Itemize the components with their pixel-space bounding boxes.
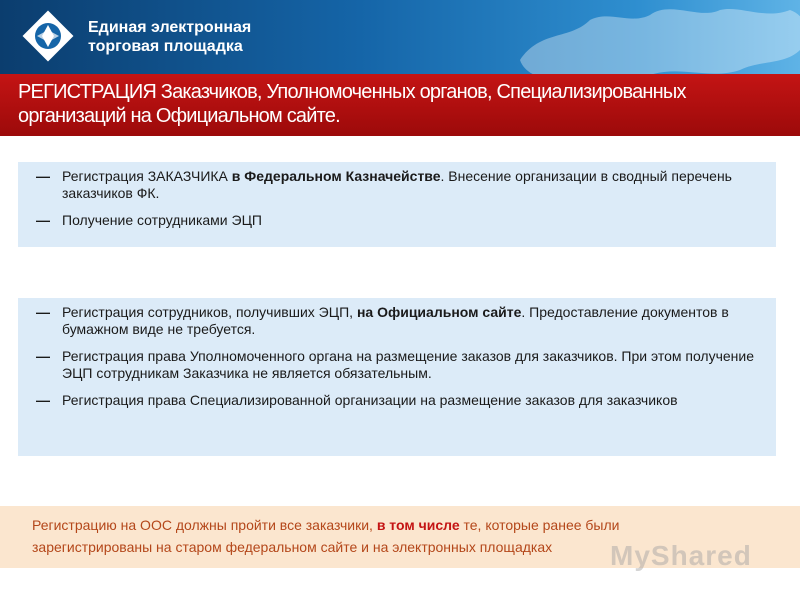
site-header (0, 0, 800, 74)
dash-bullet: — (36, 348, 50, 364)
item-text-tail: . Предоставление документов в бумажном виде не требуется. (62, 304, 729, 337)
note-bold-text: в том числе (376, 517, 460, 533)
list-item (36, 392, 758, 409)
item-text: Получение сотрудниками ЭЦП (62, 212, 262, 228)
item-text-tail: . Внесение организации в сводный перечень заказчиков ФК. (62, 168, 732, 201)
dash-bullet: — (36, 392, 50, 408)
slide-title (18, 80, 788, 128)
etp-logo-icon (18, 10, 78, 66)
brand-line-2: торговая площадка (88, 38, 243, 55)
info-box-treasury (18, 162, 776, 247)
brand-name (88, 18, 251, 56)
brand-line-1: Единая электронная (88, 19, 252, 36)
dash-bullet: — (36, 304, 50, 320)
watermark-logo: MyShared (610, 540, 752, 571)
note-text-start: Регистрацию на ООС должны пройти все заказчики, (32, 517, 377, 533)
title-banner (0, 74, 800, 136)
map-of-russia-icon (500, 0, 800, 74)
item-text: Регистрация права Специализированной организации на размещение заказов для заказчиков (62, 392, 678, 408)
item-bold-text: на Официальном сайте (356, 304, 522, 320)
item-bold-text: в Федеральном Казначействе (231, 168, 441, 184)
dash-bullet: — (36, 212, 50, 228)
list-item (36, 168, 758, 202)
item-text: Регистрация права Уполномоченного органа на размещение заказов для заказчиков. При этом получение ЭЦП сотрудникам Заказчика не является обязательным. (62, 348, 755, 381)
list-item (36, 348, 758, 382)
dash-bullet: — (36, 168, 50, 184)
item-text: Регистрация ЗАКАЗЧИКА (62, 168, 232, 184)
item-text: Регистрация сотрудников, получивших ЭЦП, (62, 304, 357, 320)
note-text-end: те, которые ранее были зарегистрированы на старом федеральном сайте и на электронных площадках (32, 517, 620, 555)
slide-title-rest: Заказчиков, Уполномоченных органов, Специализированных организаций на Официальном сайте. (18, 81, 686, 127)
list-item (36, 212, 758, 229)
list-item (36, 304, 758, 338)
info-box-official-site (18, 298, 776, 456)
slide-title-bold: РЕГИСТРАЦИЯ (18, 81, 157, 103)
